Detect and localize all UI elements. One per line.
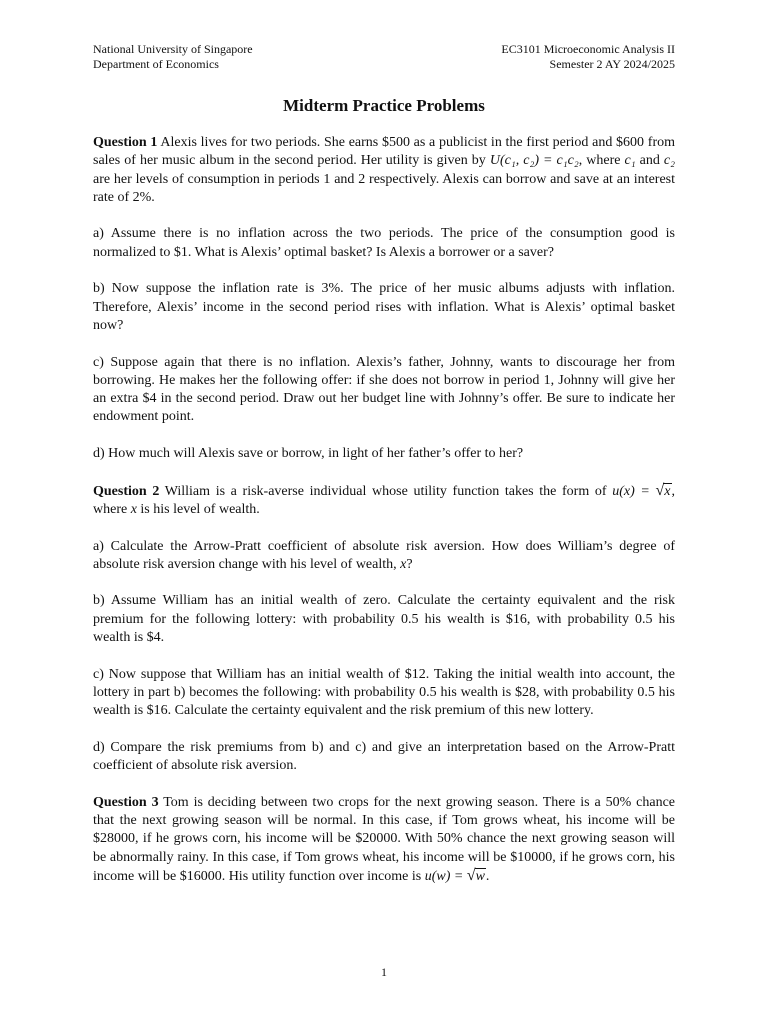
q3-function-arg: w	[475, 868, 485, 884]
header-semester: Semester 2 AY 2024/2025	[549, 57, 675, 71]
q1-c2: c₂	[663, 153, 675, 169]
question-2-stem	[93, 482, 675, 520]
question-1-stem	[93, 134, 675, 207]
q2-part-a-x: x	[400, 556, 407, 572]
q2-x: x	[130, 501, 137, 517]
q1-text-d: are her levels of consumption in periods 1 and 2 respectively. Alexis can borrow and save at an interest rate of 2%.	[93, 171, 675, 205]
question-1-part-d: d) How much will Alexis save or borrow, in light of her father’s offer to her?	[93, 446, 524, 462]
q2-function-lhs: u(x) =	[612, 483, 656, 499]
q2-text-a: William is a risk-averse individual whose utility function takes the form of	[159, 483, 613, 499]
q3-function-lhs: u(w) =	[424, 868, 467, 884]
header-course	[501, 42, 675, 72]
q2-text-c: is his level of wealth.	[136, 501, 260, 517]
question-3-stem	[93, 794, 675, 886]
question-3-label: Question 3	[93, 794, 159, 810]
q1-text-a: Alexis lives for two periods. She earns $500 as a publicist in the first period and $600 from sales of her music album in the second period. Her utility is given by	[93, 135, 675, 169]
header-institution	[93, 42, 253, 72]
sqrt-symbol-icon: √	[655, 481, 665, 499]
page-number: 1	[381, 965, 387, 979]
q2-text-b: , where	[93, 483, 675, 517]
question-1-part-c: c) Suppose again that there is no inflation. Alexis’s father, Johnny, wants to discourage her from borrowing. He makes her the following offer: if she does not borrow in period 1, Johnny will give her an extra $4 in the second period. Draw out her budget line with Johnny’s offer. Be sure to indicate her endowment point.	[93, 354, 675, 425]
q1-text-b: , where	[578, 153, 625, 169]
sqrt-symbol-icon: √	[466, 866, 476, 884]
question-2-part-b: b) Assume William has an initial wealth of zero. Calculate the certainty equivalent and the risk premium for the following lottery: with probability 0.5 his wealth is $16, with probability 0.5 his wealth is $4.	[93, 593, 675, 646]
question-2-label: Question 2	[93, 483, 160, 499]
header-university: National University of Singapore	[93, 42, 253, 56]
q3-text-a: Tom is deciding between two crops for the next growing season. There is a 50% chance that the next growing season will be normal. In this case, if Tom grows wheat, his income will be $28000, if he grows corn, his income will be $20000. With 50% chance the next growing season will be abnormally rainy. In this case, if Tom grows wheat, his income will be $10000, if he grows corn, his income will be $16000. His utility function over income is	[93, 794, 675, 884]
q2-part-a-text-2: ?	[406, 556, 413, 572]
question-1-part-b: b) Now suppose the inflation rate is 3%. The price of her music albums adjusts with inflation. Therefore, Alexis’ income in the second period rises with inflation. What is Alexis’ optimal basket now?	[93, 281, 675, 333]
question-2-part-c: c) Now suppose that William has an initial wealth of $12. Taking the initial wealth into account, the lottery in part b) becomes the following: with probability 0.5 his wealth is $28, with probability 0.5 his wealth is $16. Calculate the certainty equivalent and the risk premium of this new lottery.	[93, 666, 675, 719]
q1-c1: c₁	[624, 153, 636, 169]
question-2-part-d: d) Compare the risk premiums from b) and c) and give an interpretation based on the Arrow-Pratt coefficient of absolute risk aversion.	[93, 739, 675, 774]
page-title: Midterm Practice Problems	[283, 96, 485, 115]
q2-function-arg: x	[664, 483, 671, 499]
document-body	[93, 134, 675, 904]
question-1-label: Question 1	[93, 135, 158, 150]
q1-text-c: and	[635, 153, 664, 169]
q1-utility-function: U(c₁, c₂) = c₁c₂	[489, 153, 579, 169]
q3-text-b: .	[485, 868, 490, 884]
header-course-name: EC3101 Microeconomic Analysis II	[501, 42, 675, 56]
question-2-part-a	[93, 538, 675, 575]
q2-part-a-text-1: a) Calculate the Arrow-Pratt coefficient of absolute risk aversion. How does William’s degree of absolute risk aversion change with his level of wealth,	[93, 538, 675, 572]
question-1-part-a: a) Assume there is no inflation across the two periods. The price of the consumption good is normalized to $1. What is Alexis’ optimal basket? Is Alexis a borrower or a saver?	[93, 226, 675, 260]
header-department: Department of Economics	[93, 57, 219, 71]
